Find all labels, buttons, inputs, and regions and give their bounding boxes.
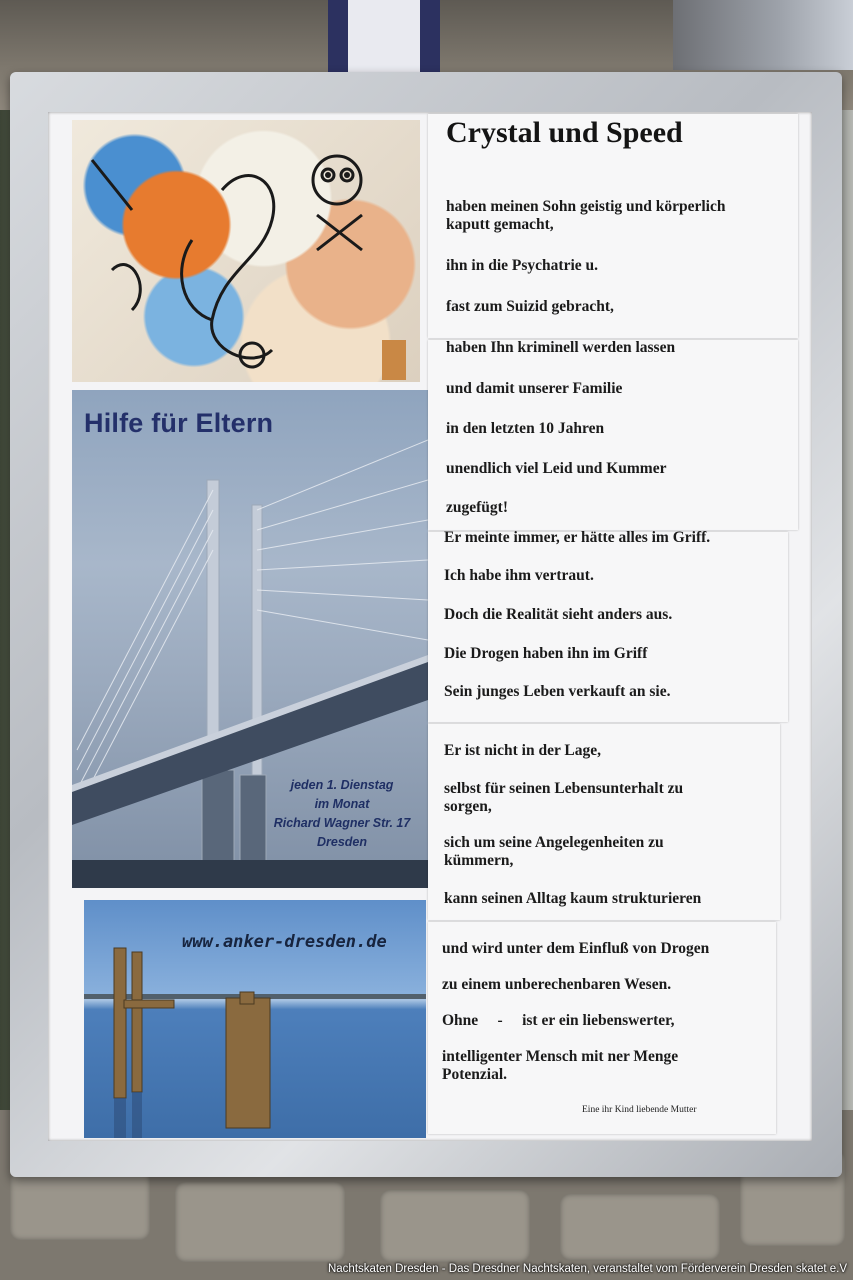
poem-line: unendlich viel Leid und Kummer	[446, 460, 667, 477]
poster-headline: Crystal und Speed	[446, 116, 683, 149]
poem-line: in den letzten 10 Jahren	[446, 420, 605, 437]
photo-caption: Nachtskaten Dresden - Das Dresdner Nachtskaten, veranstaltet vom Förderverein Dresden skatet e.V	[327, 1263, 847, 1275]
poem-line: und wird unter dem Einfluß von Drogen	[442, 940, 710, 957]
lake-pier-image	[84, 900, 426, 1138]
background-vehicle	[673, 0, 853, 70]
cobblestone	[560, 1194, 720, 1260]
bridge-flyer-image	[72, 390, 428, 888]
poem-line: kümmern,	[444, 852, 514, 869]
poem-line: und damit unserer Familie	[446, 380, 623, 397]
poem-line: Er ist nicht in der Lage,	[444, 742, 602, 759]
poem-line: ihn in die Psychatrie u.	[446, 257, 599, 274]
poem-line: Ohne - ist er ein liebenswerter,	[442, 1012, 675, 1029]
poem-line: Doch die Realität sieht anders aus.	[444, 606, 673, 623]
graffiti-image	[72, 120, 420, 382]
poem-line: Ich habe ihm vertraut.	[444, 567, 594, 584]
flyer-info-line: Dresden	[316, 835, 368, 849]
cobblestone	[175, 1182, 345, 1262]
poem-line: selbst für seinen Lebensunterhalt zu	[444, 780, 684, 797]
website-url: www.anker-dresden.de	[182, 932, 387, 952]
flyer-info-line: im Monat	[314, 797, 370, 811]
flyer-info-line: Richard Wagner Str. 17	[273, 816, 411, 830]
poem-line: kaputt gemacht,	[446, 216, 554, 233]
signature: Eine ihr Kind liebende Mutter	[582, 1105, 697, 1115]
poem-line: Die Drogen haben ihn im Griff	[444, 645, 648, 662]
flyer-meeting-info	[258, 776, 426, 852]
poem-line: sorgen,	[444, 798, 492, 815]
poem-line: haben meinen Sohn geistig und körperlich	[446, 198, 726, 215]
poem-line: zu einem unberechenbaren Wesen.	[442, 976, 672, 993]
cobblestone	[10, 1170, 150, 1240]
poem-line: intelligenter Mensch mit ner Menge	[442, 1048, 679, 1065]
poster	[48, 112, 812, 1141]
poem-line: zugefügt!	[446, 499, 508, 516]
poem-line: kann seinen Alltag kaum strukturieren	[444, 890, 702, 907]
poem-line: fast zum Suizid gebracht,	[446, 298, 614, 315]
flyer-title: Hilfe für Eltern	[84, 408, 274, 438]
poem-line: Potenzial.	[442, 1066, 507, 1083]
poem-column	[426, 112, 812, 1141]
picture-frame	[10, 72, 842, 1177]
poem-line: Sein junges Leben verkauft an sie.	[444, 683, 671, 700]
cobblestone	[380, 1190, 530, 1262]
poem-line: Er meinte immer, er hätte alles im Griff.	[444, 529, 711, 546]
poem-line: sich um seine Angelegenheiten zu	[444, 834, 664, 851]
flyer-info-line: jeden 1. Dienstag	[290, 778, 394, 792]
strap	[328, 0, 440, 78]
poem-line: haben Ihn kriminell werden lassen	[446, 339, 676, 356]
